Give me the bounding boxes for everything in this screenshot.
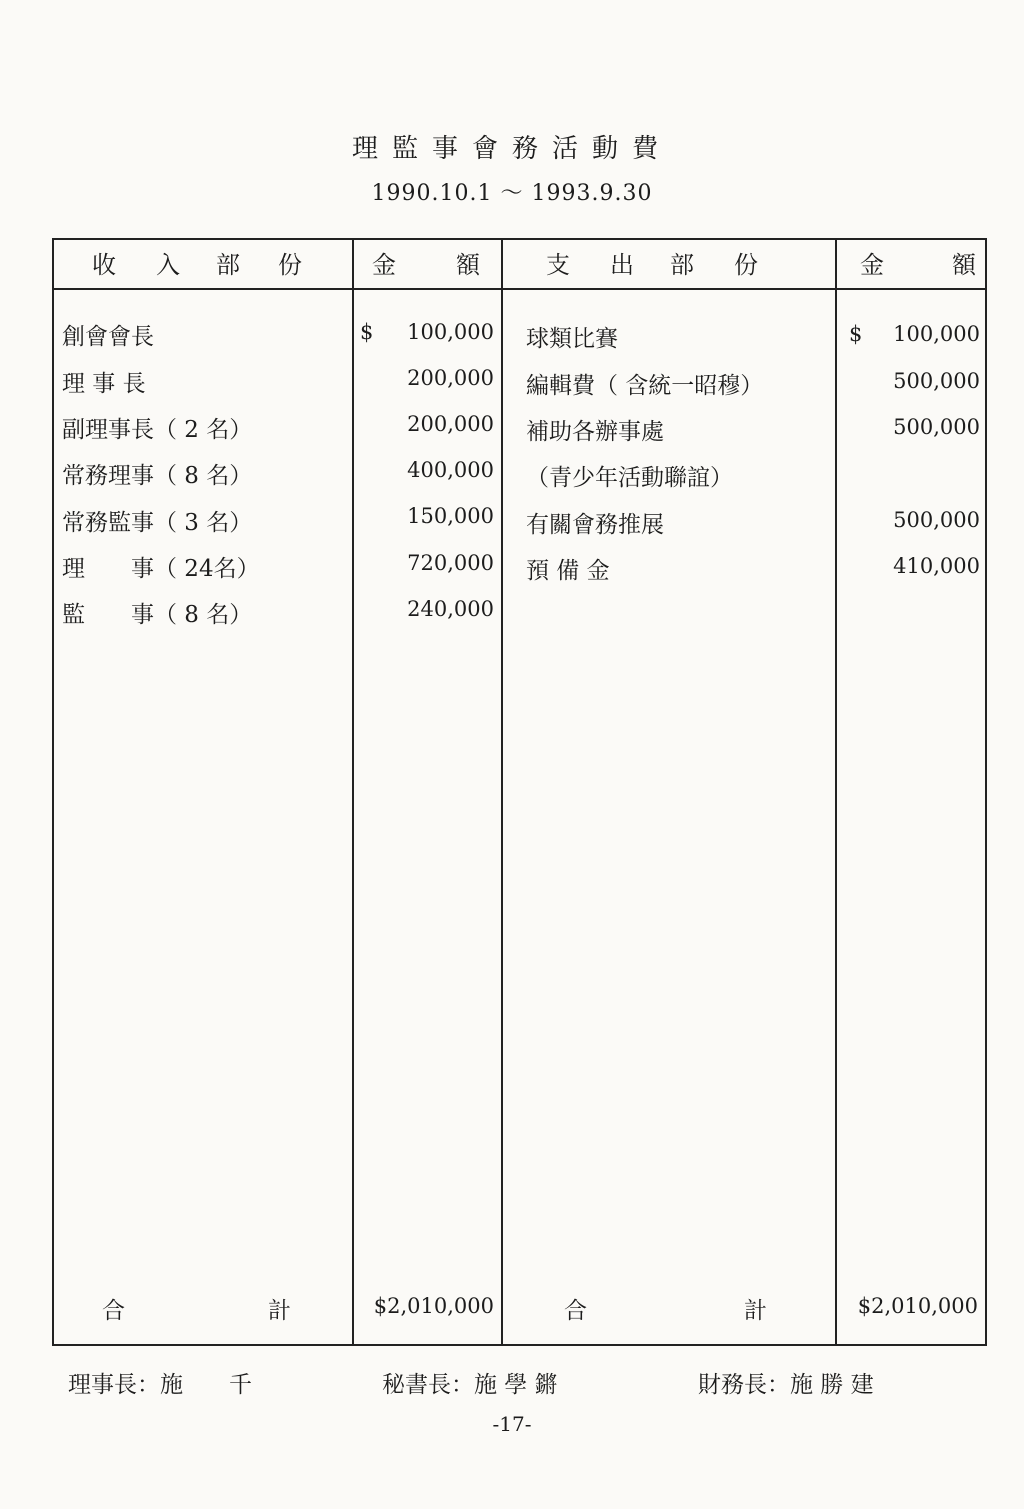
expense-header-char: 部	[670, 251, 694, 279]
expense-header-char: 支	[546, 251, 570, 279]
expense-currency: $	[849, 322, 863, 346]
income-item-label: 理 事 長	[62, 371, 146, 397]
ledger-table	[52, 238, 987, 1346]
expense-item-label: 補助各辦事處	[526, 419, 664, 445]
income-item-label: 創會會長	[62, 324, 154, 350]
income-total-amount: $2,010,000	[373, 1294, 494, 1318]
income-item-amount: 200,000	[407, 412, 494, 436]
page-title: 理監事會務活動費	[351, 134, 672, 164]
expense-item-label: 預 備 金	[526, 558, 610, 584]
expense-item-label: 編輯費（ 含統一昭穆）	[526, 373, 764, 399]
income-currency: $	[360, 320, 374, 344]
income-item-label: 副理事長（ 2 名）	[62, 417, 253, 443]
income-total-label: 計	[268, 1298, 291, 1324]
income-item-label: 理 事（ 24名）	[62, 556, 260, 582]
expense-item-label: 球類比賽	[526, 326, 618, 352]
expense-item-label: （青少年活動聯誼）	[526, 465, 733, 491]
income-header-char: 收	[92, 251, 116, 279]
income-amount-header-char: 金	[372, 251, 396, 279]
expense-item-amount: 410,000	[893, 554, 980, 578]
expense-total-label: 合	[564, 1298, 587, 1324]
expense-header-char: 出	[610, 251, 634, 279]
page-number: -17-	[492, 1412, 532, 1436]
income-header-char: 份	[278, 251, 302, 279]
signature-secretary: 秘書長：施 學 鏘	[382, 1372, 558, 1398]
income-item-label: 監 事（ 8 名）	[62, 602, 253, 628]
column-divider	[835, 240, 837, 1344]
expense-header-char: 份	[734, 251, 758, 279]
expense-total-label: 計	[744, 1298, 767, 1324]
expense-item-amount: 500,000	[893, 415, 980, 439]
income-item-label: 常務監事（ 3 名）	[62, 510, 253, 536]
header-divider	[54, 288, 985, 290]
income-item-amount: 100,000	[407, 320, 494, 344]
income-item-label: 常務理事（ 8 名）	[62, 463, 253, 489]
income-header-char: 部	[216, 251, 240, 279]
income-item-amount: 150,000	[407, 504, 494, 528]
income-total-label: 合	[102, 1298, 125, 1324]
expense-item-label: 有關會務推展	[526, 512, 664, 538]
income-item-amount: 240,000	[407, 597, 494, 621]
expense-amount-header-char: 額	[952, 251, 976, 279]
period: 1990.10.1 ～ 1993.9.30	[371, 181, 653, 206]
expense-item-amount: 500,000	[893, 369, 980, 393]
income-header-char: 入	[156, 251, 180, 279]
expense-total-amount: $2,010,000	[857, 1294, 978, 1318]
income-item-amount: 200,000	[407, 366, 494, 390]
expense-amount-header-char: 金	[860, 251, 884, 279]
income-item-amount: 400,000	[407, 458, 494, 482]
signature-chairman: 理事長：施 千	[68, 1372, 252, 1398]
income-item-amount: 720,000	[407, 551, 494, 575]
expense-item-amount: 500,000	[893, 508, 980, 532]
signature-treasurer: 財務長：施 勝 建	[698, 1372, 874, 1398]
column-divider	[501, 240, 503, 1344]
income-amount-header-char: 額	[456, 251, 480, 279]
column-divider	[352, 240, 354, 1344]
expense-item-amount: 100,000	[893, 322, 980, 346]
